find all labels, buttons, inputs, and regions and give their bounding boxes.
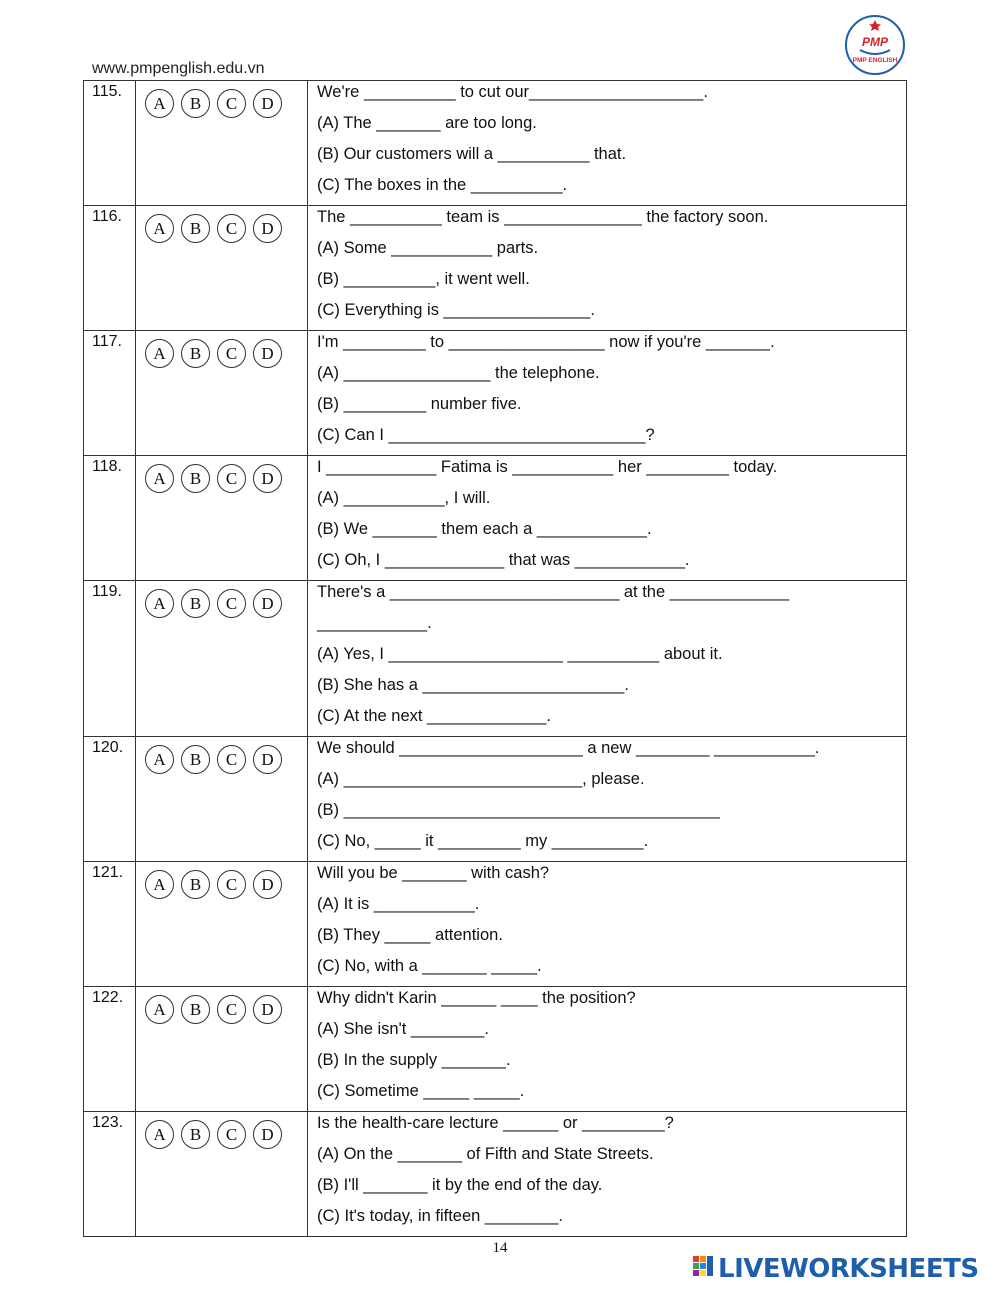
question-text-cell [308,81,907,206]
answer-bubble-b[interactable]: B [181,214,210,243]
answer-bubble-d[interactable]: D [253,214,282,243]
answer-bubble-c[interactable]: C [217,1120,246,1149]
answer-options-cell [136,81,308,206]
answer-bubble-c[interactable]: C [217,589,246,618]
question-text-cell [308,737,907,862]
answer-options-cell [136,737,308,862]
answer-bubble-d[interactable]: D [253,995,282,1024]
question-prompt: We're __________ to cut our___________________. [317,83,708,101]
question-prompt: The __________ team is _______________ the factory soon. [317,208,769,226]
answer-options-cell [136,331,308,456]
answer-options-cell [136,862,308,987]
liveworksheets-icon [693,1256,715,1282]
answer-choice-line: (A) She isn't ________. [317,1020,489,1038]
question-prompt: I ____________ Fatima is ___________ her _________ today. [317,458,778,476]
answer-options-cell [136,206,308,331]
answer-bubble-a[interactable]: A [145,1120,174,1149]
answer-bubble-a[interactable]: A [145,745,174,774]
answer-bubble-b[interactable]: B [181,339,210,368]
question-row [84,737,907,862]
answer-bubble-c[interactable]: C [217,745,246,774]
answer-bubble-b[interactable]: B [181,1120,210,1149]
answer-choice-line: (C) Can I ____________________________? [317,426,655,444]
question-row [84,206,907,331]
question-prompt: Is the health-care lecture ______ or _________? [317,1114,674,1132]
question-text-cell [308,862,907,987]
question-number: 118. [84,456,136,581]
answer-choice-line: (A) Some ___________ parts. [317,239,539,257]
answer-bubble-b[interactable]: B [181,89,210,118]
question-row [84,81,907,206]
answer-choice-line: (B) I'll _______ it by the end of the day. [317,1176,603,1194]
answer-options-cell [136,1112,308,1237]
answer-bubble-d[interactable]: D [253,589,282,618]
answer-bubble-a[interactable]: A [145,214,174,243]
pmp-english-logo [844,14,906,76]
answer-bubble-d[interactable]: D [253,870,282,899]
question-row [84,862,907,987]
question-number: 121. [84,862,136,987]
question-text-cell [308,1112,907,1237]
answer-bubble-a[interactable]: A [145,589,174,618]
answer-choice-line: ____________. [317,614,432,632]
answer-choice-line: (B) In the supply _______. [317,1051,511,1069]
answer-bubble-b[interactable]: B [181,464,210,493]
liveworksheets-wordmark: LIVEWORKSHEETS [718,1254,979,1284]
answer-bubble-b[interactable]: B [181,995,210,1024]
answer-choice-line: (A) It is ___________. [317,895,480,913]
answer-choice-line: (C) At the next _____________. [317,707,551,725]
answer-choice-line: (C) No, _____ it _________ my __________. [317,832,649,850]
answer-choice-line: (B) __________, it went well. [317,270,530,288]
answer-options-cell [136,987,308,1112]
answer-bubble-d[interactable]: D [253,1120,282,1149]
answer-bubble-b[interactable]: B [181,745,210,774]
answer-bubble-a[interactable]: A [145,89,174,118]
question-prompt: I'm _________ to _________________ now if you're _______. [317,333,775,351]
question-prompt: There's a _________________________ at the _____________ [317,583,790,601]
logo-text: PMP ENGLISH [852,57,898,64]
answer-bubble-c[interactable]: C [217,870,246,899]
answer-bubble-c[interactable]: C [217,464,246,493]
answer-bubble-c[interactable]: C [217,214,246,243]
answer-bubble-b[interactable]: B [181,870,210,899]
logo-mark: PMP [861,35,889,49]
answer-choice-line: (A) Yes, I ___________________ __________ about it. [317,645,723,663]
answer-choice-line: (A) The _______ are too long. [317,114,537,132]
question-text-cell [308,987,907,1112]
answer-choice-line: (B) She has a ______________________. [317,676,629,694]
answer-bubble-d[interactable]: D [253,339,282,368]
question-number: 119. [84,581,136,737]
answer-bubble-a[interactable]: A [145,995,174,1024]
question-number: 123. [84,1112,136,1237]
answer-choice-line: (C) Oh, I _____________ that was ____________. [317,551,690,569]
question-text-cell [308,581,907,737]
answer-choice-line: (C) It's today, in fifteen ________. [317,1207,563,1225]
page-number: 14 [492,1240,508,1256]
answer-choice-line: (B) They _____ attention. [317,926,503,944]
answer-options-cell [136,456,308,581]
question-text-cell [308,331,907,456]
question-prompt: Will you be _______ with cash? [317,864,550,882]
question-number: 120. [84,737,136,862]
question-number: 116. [84,206,136,331]
question-text-cell [308,206,907,331]
question-row [84,987,907,1112]
question-row [84,581,907,737]
question-number: 115. [84,81,136,206]
answer-choice-line: (B) Our customers will a __________ that. [317,145,627,163]
answer-bubble-c[interactable]: C [217,89,246,118]
answer-sheet-table [83,80,907,1237]
answer-choice-line: (A) On the _______ of Fifth and State Streets. [317,1145,654,1163]
answer-bubble-a[interactable]: A [145,339,174,368]
answer-bubble-b[interactable]: B [181,589,210,618]
answer-choice-line: (A) ___________, I will. [317,489,491,507]
question-number: 117. [84,331,136,456]
answer-choice-line: (A) __________________________, please. [317,770,645,788]
answer-bubble-d[interactable]: D [253,464,282,493]
answer-choice-line: (B) _________ number five. [317,395,522,413]
answer-choice-line: (B) _________________________________________ [317,801,720,819]
answer-choice-line: (B) We _______ them each a ____________. [317,520,652,538]
answer-choice-line: (C) The boxes in the __________. [317,176,568,194]
answer-bubble-d[interactable]: D [253,745,282,774]
question-row [84,456,907,581]
liveworksheets-brand[interactable] [693,1254,979,1284]
answer-bubble-c[interactable]: C [217,995,246,1024]
site-url[interactable]: www.pmpenglish.edu.vn [92,60,265,77]
answer-choice-line: (A) ________________ the telephone. [317,364,600,382]
answer-choice-line: (C) Sometime _____ _____. [317,1082,525,1100]
answer-choice-line: (C) Everything is ________________. [317,301,595,319]
answer-bubble-d[interactable]: D [253,89,282,118]
answer-bubble-a[interactable]: A [145,464,174,493]
answer-choice-line: (C) No, with a _______ _____. [317,957,542,975]
question-row [84,331,907,456]
answer-bubble-c[interactable]: C [217,339,246,368]
question-row [84,1112,907,1237]
question-prompt: We should ____________________ a new ________ ___________. [317,739,820,757]
question-text-cell [308,456,907,581]
answer-bubble-a[interactable]: A [145,870,174,899]
question-prompt: Why didn't Karin ______ ____ the position? [317,989,636,1007]
question-number: 122. [84,987,136,1112]
answer-options-cell [136,581,308,737]
